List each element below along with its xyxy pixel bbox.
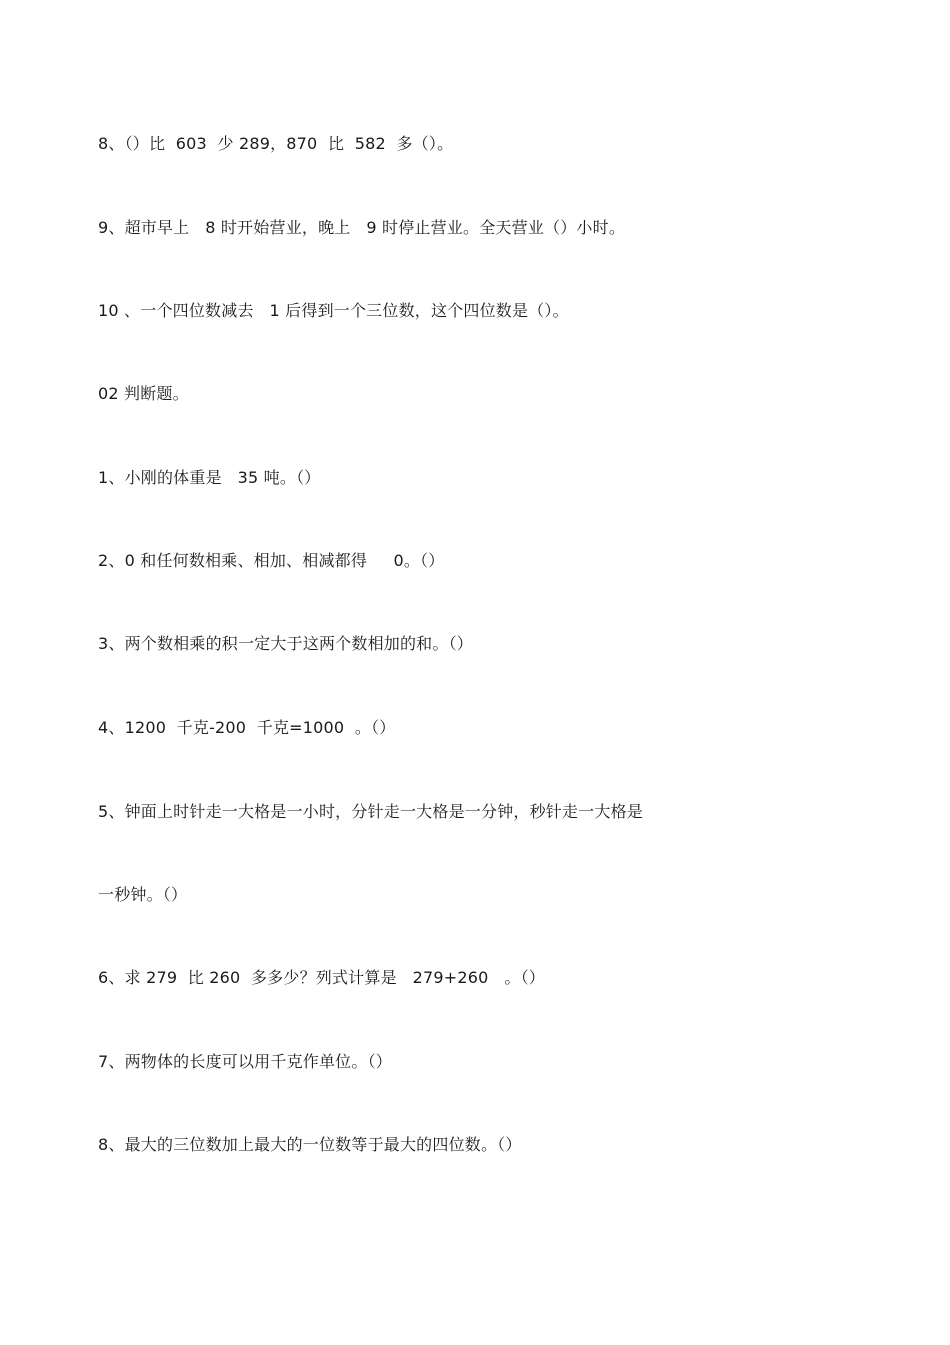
judge-question-5-continued: 一秒钟。（） <box>98 885 188 904</box>
judge-question-4: 4、1200 千克-200 千克=1000 。（） <box>98 718 396 737</box>
fill-question-10: 10 、一个四位数减去 1 后得到一个三位数，这个四位数是（）。 <box>98 301 569 320</box>
fill-question-9: 9、超市早上 8 时开始营业，晚上 9 时停止营业。全天营业（）小时。 <box>98 218 626 237</box>
judge-question-8: 8、最大的三位数加上最大的一位数等于最大的四位数。（） <box>98 1135 522 1154</box>
judge-question-1: 1、小刚的体重是 35 吨。（） <box>98 468 321 487</box>
judge-question-7: 7、两物体的长度可以用千克作单位。（） <box>98 1052 392 1071</box>
judge-question-5: 5、钟面上时针走一大格是一小时，分针走一大格是一分钟，秒针走一大格是 <box>98 802 643 821</box>
judge-question-6: 6、求 279 比 260 多多少？列式计算是 279+260 。（） <box>98 968 545 987</box>
section-heading-judgement: 02 判断题。 <box>98 384 189 403</box>
judge-question-3: 3、两个数相乘的积一定大于这两个数相加的和。（） <box>98 634 473 653</box>
judge-question-2: 2、0 和任何数相乘、相加、相减都得 0。（） <box>98 551 445 570</box>
fill-question-8: 8、（）比 603 少 289，870 比 582 多（）。 <box>98 134 454 153</box>
